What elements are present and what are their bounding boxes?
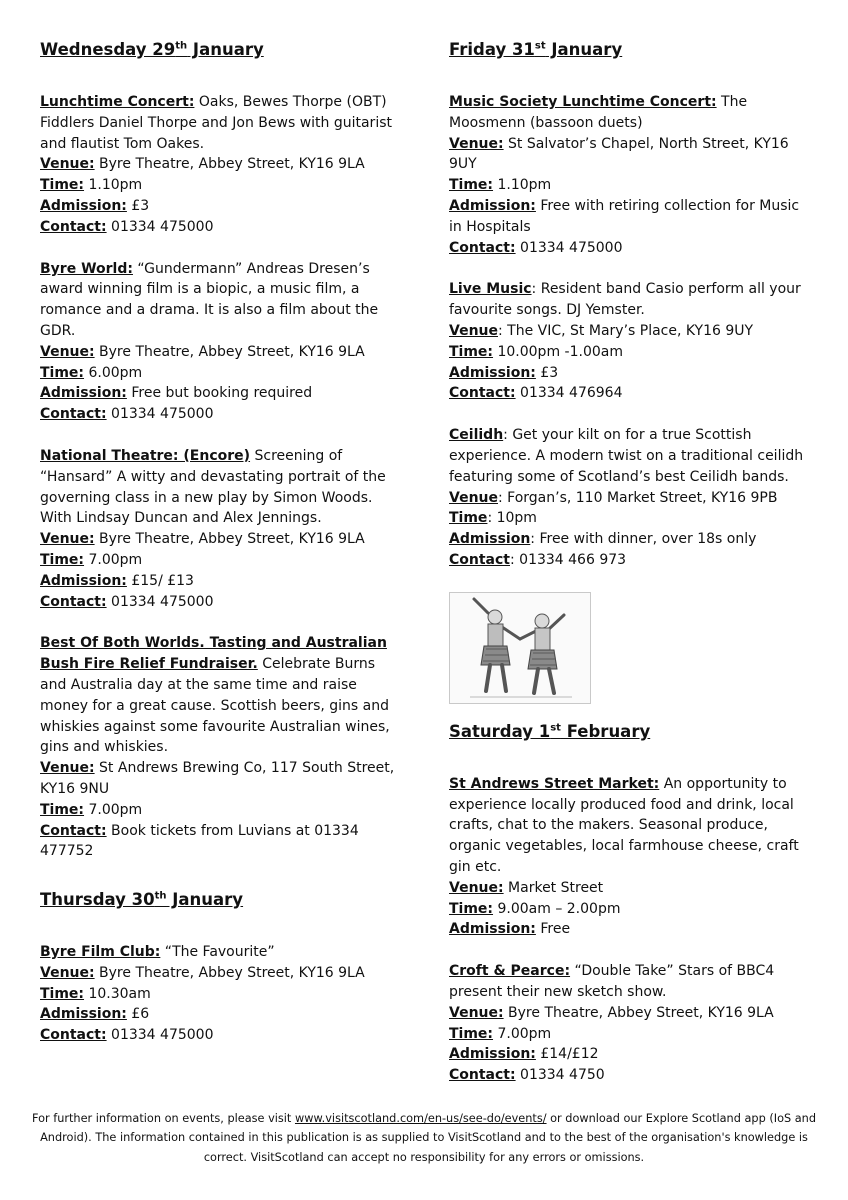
admission-label: Admission:	[449, 921, 536, 938]
time-label: Time:	[40, 985, 85, 1002]
event-title: Byre World:	[40, 260, 133, 277]
contact-label: Contact	[449, 551, 510, 568]
contact-label: Contact:	[40, 593, 107, 610]
admission-label: Admission:	[449, 1046, 536, 1063]
time-label: Time:	[449, 177, 494, 194]
admission-label: Admission:	[449, 364, 536, 381]
venue-label: Venue	[449, 489, 498, 506]
ceilidh-dancers-illustration	[449, 592, 591, 704]
admission-label: Admission:	[449, 197, 536, 214]
contact-label: Contact:	[40, 218, 107, 235]
day-heading-saturday: Saturday 1st February	[449, 721, 651, 741]
footer-text-after: or download our Explore Scotland app (IoS and Android). The information contained in this publication is as supplied to VisitScotland and to the best of the organisation's knowledge is correct. VisitScotland can accept no responsibility for any errors or omissions.	[40, 1112, 817, 1164]
event-best-of-both-worlds	[40, 633, 402, 862]
event-description: “Gundermann” Andreas Dresen’s award winning film is a biopic, a music film, a romance and a drama. It is also a film about the GDR.	[40, 260, 379, 339]
event-description: Screening of “Hansard” A witty and devastating portrait of the governing class in a new play by Simon Woods. With Lindsay Duncan and Alex Jennings.	[40, 447, 386, 527]
event-description: Celebrate Burns and Australia day at the same time and raise money for a great cause. Scottish beers, gins and whiskies against some favourite Australian wines, gins and whiskies.	[40, 656, 390, 756]
event-description: “Double Take” Stars of BBC4 present their new sketch show.	[449, 963, 775, 1000]
time-value: 1.10pm	[493, 177, 552, 194]
event-title: Music Society Lunchtime Concert:	[449, 94, 717, 110]
right-column	[449, 40, 811, 1107]
contact-label: Contact:	[40, 1027, 107, 1044]
time-value: 10.30am	[84, 985, 151, 1002]
time-label: Time:	[449, 343, 494, 360]
time-value: 7.00pm	[84, 801, 143, 818]
venue-value: St Andrews Brewing Co, 117 South Street, KY16 9NU	[40, 760, 395, 797]
admission-value: £3	[535, 364, 559, 381]
time-label: Time	[449, 510, 488, 527]
admission-label: Admission:	[40, 1006, 127, 1023]
admission-value: £14/£12	[535, 1046, 599, 1063]
venue-value: Byre Theatre, Abbey Street, KY16 9LA	[94, 343, 365, 360]
event-street-market	[449, 774, 811, 940]
venue-label: Venue:	[40, 343, 95, 360]
time-label: Time:	[449, 900, 494, 917]
admission-value: Free	[535, 921, 571, 938]
venue-value: Byre Theatre, Abbey Street, KY16 9LA	[94, 964, 365, 981]
admission-value: Free but booking required	[126, 385, 313, 402]
contact-value: 01334 475000	[106, 593, 214, 610]
time-value: 10.00pm -1.00am	[493, 343, 623, 360]
footer-disclaimer	[20, 1109, 828, 1167]
time-value: 7.00pm	[493, 1025, 552, 1042]
time-label: Time:	[40, 364, 85, 381]
venue-label: Venue:	[449, 1004, 504, 1021]
event-title: National Theatre: (Encore)	[40, 447, 251, 464]
venue-value: : The VIC, St Mary’s Place, KY16 9UY	[498, 322, 754, 339]
venue-value: Byre Theatre, Abbey Street, KY16 9LA	[94, 156, 365, 173]
event-music-society-concert	[449, 92, 811, 258]
event-description: : Resident band Casio perform all your favourite songs. DJ Yemster.	[449, 281, 801, 319]
event-byre-film-club	[40, 942, 402, 1046]
venue-value: Byre Theatre, Abbey Street, KY16 9LA	[503, 1004, 774, 1021]
event-ceilidh	[449, 425, 811, 571]
event-title: Byre Film Club:	[40, 944, 161, 961]
admission-value: : Free with dinner, over 18s only	[530, 531, 757, 548]
venue-label: Venue	[449, 322, 498, 339]
venue-label: Venue:	[40, 760, 95, 777]
event-title: St Andrews Street Market:	[449, 775, 660, 792]
event-description: An opportunity to experience locally produced food and drink, local crafts, chat to the makers. Seasonal produce, organic vegetables, local farmhouse cheese, craft gin etc.	[449, 775, 799, 875]
contact-value: 01334 4750	[515, 1067, 605, 1084]
time-value: : 10pm	[487, 510, 537, 527]
contact-label: Contact:	[40, 406, 107, 423]
venue-label: Venue:	[449, 879, 504, 896]
event-croft-pearce	[449, 961, 811, 1086]
admission-value: £3	[126, 197, 150, 214]
event-title: Ceilidh	[449, 427, 504, 444]
day-heading-wednesday: Wednesday 29th January	[40, 40, 264, 59]
time-label: Time:	[40, 177, 85, 194]
event-description: “The Favourite”	[160, 944, 275, 961]
event-title: Live Music	[449, 281, 532, 298]
event-description: : Get your kilt on for a true Scottish experience. A modern twist on a traditional ceilidh featuring some of Scotland’s best Ceilidh bands.	[449, 427, 804, 485]
venue-label: Venue:	[40, 156, 95, 173]
left-column	[40, 40, 402, 1067]
time-label: Time:	[449, 1025, 494, 1042]
contact-value: 01334 475000	[106, 1027, 214, 1044]
day-heading-friday: Friday 31st January	[449, 40, 623, 59]
contact-value: 01334 475000	[106, 218, 214, 235]
venue-label: Venue:	[40, 531, 95, 548]
event-live-music	[449, 279, 811, 404]
event-national-theatre	[40, 446, 402, 612]
admission-label: Admission:	[40, 385, 127, 402]
time-label: Time:	[40, 551, 85, 568]
event-title: Croft & Pearce:	[449, 963, 571, 980]
admission-value: £15/ £13	[126, 572, 194, 589]
contact-value: Book tickets from Luvians at 01334 477752	[40, 822, 359, 860]
time-value: 6.00pm	[84, 364, 143, 381]
time-value: 9.00am – 2.00pm	[493, 900, 621, 917]
venue-value: St Salvator’s Chapel, North Street, KY16 9UY	[449, 135, 789, 173]
events-link[interactable]: www.visitscotland.com/en-us/see-do/events/	[294, 1112, 547, 1125]
admission-value: £6	[126, 1006, 150, 1023]
event-description: Oaks, Bewes Thorpe (OBT) Fiddlers Daniel Thorpe and Jon Bews with guitarist and flautist Tom Oakes.	[40, 94, 392, 152]
contact-label: Contact:	[449, 239, 516, 256]
venue-label: Venue:	[40, 964, 95, 981]
admission-label: Admission:	[40, 197, 127, 214]
footer-text-before: For further information on events, please visit	[31, 1112, 295, 1125]
venue-value: : Forgan’s, 110 Market Street, KY16 9PB	[498, 489, 778, 506]
admission-label: Admission:	[40, 572, 127, 589]
contact-value: 01334 475000	[515, 239, 623, 256]
day-heading-thursday: Thursday 30th January	[40, 890, 244, 910]
admission-label: Admission	[449, 531, 531, 548]
event-title: Best Of Both Worlds. Tasting and Australian Bush Fire Relief Fundraiser.	[40, 635, 387, 673]
admission-value: Free with retiring collection for Music in Hospitals	[449, 197, 800, 235]
contact-value: 01334 475000	[106, 406, 214, 423]
event-title: Lunchtime Concert:	[40, 94, 195, 110]
venue-label: Venue:	[449, 135, 504, 152]
event-lunchtime-concert	[40, 92, 402, 238]
event-byre-world	[40, 259, 402, 425]
contact-label: Contact:	[40, 822, 107, 839]
event-description: The Moosmenn (bassoon duets)	[449, 94, 748, 131]
contact-label: Contact:	[449, 385, 516, 402]
venue-value: Byre Theatre, Abbey Street, KY16 9LA	[94, 531, 365, 548]
contact-label: Contact:	[449, 1067, 516, 1084]
time-value: 7.00pm	[84, 551, 143, 568]
contact-value: 01334 476964	[515, 385, 623, 402]
time-value: 1.10pm	[84, 177, 143, 194]
time-label: Time:	[40, 801, 85, 818]
venue-value: Market Street	[503, 879, 604, 896]
contact-value: : 01334 466 973	[510, 551, 627, 568]
